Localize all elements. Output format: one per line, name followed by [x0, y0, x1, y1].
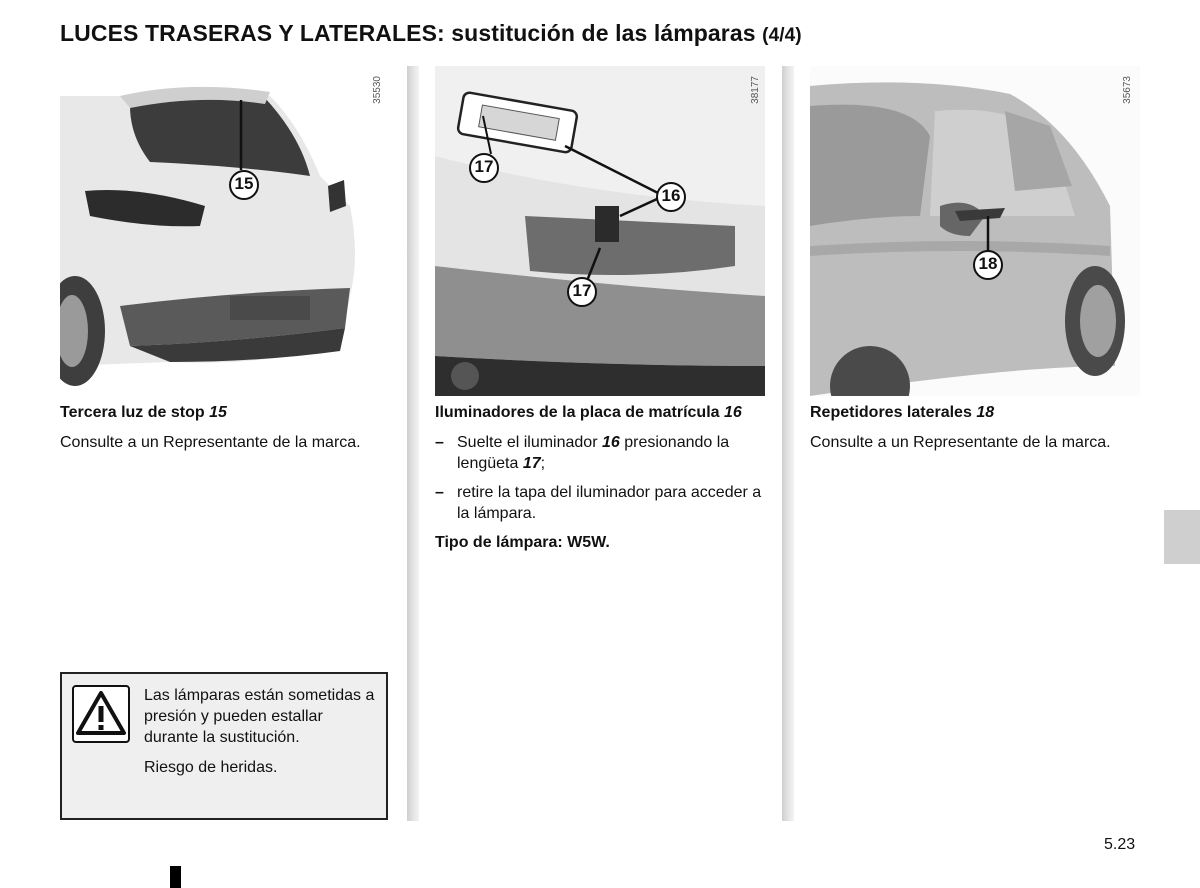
left-heading: Tercera luz de stop 15: [60, 404, 227, 421]
page-title: [60, 20, 802, 47]
middle-heading-ref: 16: [724, 404, 742, 421]
callout-15: 15: [234, 174, 254, 193]
middle-heading: Iluminadores de la placa de matrícula 16: [435, 404, 742, 421]
step-item: – Suelte el iluminador 16 presionando la lengüeta 17;: [435, 434, 730, 472]
middle-column: [435, 402, 765, 562]
callout-17: 17: [572, 281, 592, 300]
left-body: Consulte a un Representante de la marca.: [60, 434, 361, 451]
step-item: – retire la tapa del iluminador para acceder a la lámpara.: [435, 484, 762, 522]
page-title-text: LUCES TRASERAS Y LATERALES: sustitución de las lámparas: [60, 20, 756, 46]
rear-car-photo: [60, 66, 390, 396]
plate-light-photo: [435, 66, 765, 396]
chapter-tab: [1164, 510, 1200, 564]
warning-line: Riesgo de heridas.: [144, 759, 278, 776]
bulb-type: Tipo de lámpara: W5W.: [435, 534, 610, 551]
callout-17-inset: 17: [474, 157, 494, 176]
left-heading-ref: 15: [209, 404, 227, 421]
warning-text: [144, 685, 380, 787]
warning-box: [60, 672, 388, 820]
step-ref: 16: [601, 434, 620, 451]
column-separator: [782, 66, 794, 821]
figure-code: 38177: [750, 76, 761, 104]
page-number: 5.23: [1104, 836, 1136, 853]
binding-mark: [170, 866, 181, 888]
side-car-photo: [810, 66, 1140, 396]
figure-code: 35530: [372, 76, 383, 104]
right-column: [810, 402, 1140, 462]
warning-line: Las lámparas están sometidas a presión y pueden estallar durante la sustitución.: [144, 687, 375, 746]
callout-16: 16: [661, 186, 681, 205]
right-body: Consulte a un Representante de la marca.: [810, 434, 1111, 451]
column-separator: [407, 66, 419, 821]
warning-triangle-icon: [72, 685, 130, 743]
callout-18: 18: [978, 254, 998, 273]
page-title-suffix: (4/4): [762, 25, 802, 46]
left-column: [60, 402, 390, 462]
right-heading: Repetidores laterales 18: [810, 404, 995, 421]
figure-code: 35673: [1122, 76, 1133, 104]
right-heading-ref: 18: [976, 404, 995, 421]
step-ref: 17: [522, 455, 541, 472]
